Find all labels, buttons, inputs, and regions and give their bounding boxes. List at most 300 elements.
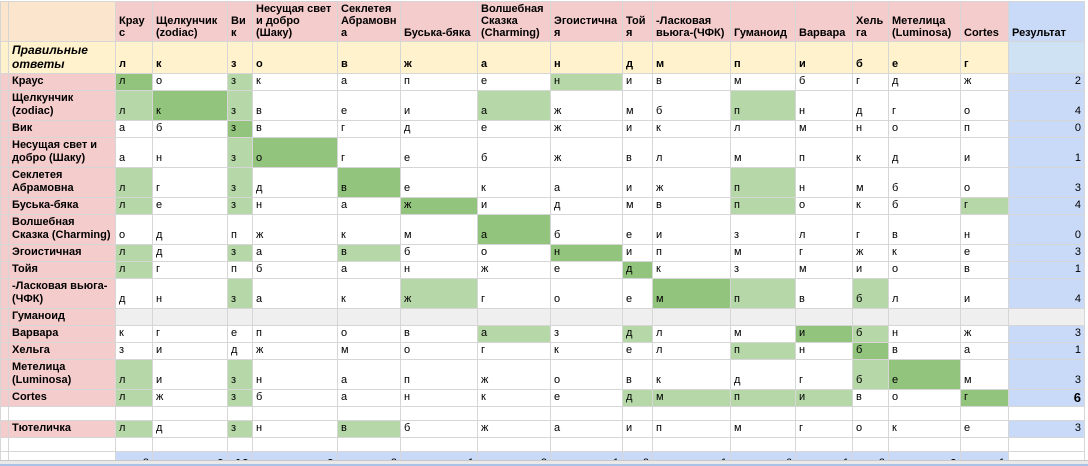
answer-cell[interactable]: з [228, 390, 253, 407]
answer-cell[interactable]: з [228, 198, 253, 215]
answer-cell[interactable] [889, 438, 961, 452]
answer-cell[interactable]: л [116, 168, 153, 198]
answer-cell[interactable]: ж [153, 390, 228, 407]
answer-cell[interactable] [338, 438, 401, 452]
answer-cell[interactable]: л [116, 91, 153, 121]
answer-cell[interactable]: г [889, 91, 961, 121]
correct-answer-cell[interactable]: з [228, 42, 253, 74]
answer-cell[interactable]: з [731, 215, 796, 245]
answer-cell[interactable]: м [731, 245, 796, 262]
row-header[interactable]: Тютеличка [9, 421, 116, 438]
answer-cell[interactable]: з [551, 326, 623, 343]
answer-cell[interactable]: м [731, 74, 796, 91]
answer-cell[interactable]: г [338, 121, 401, 138]
answer-cell[interactable]: б [401, 245, 478, 262]
horizontal-scrollbar-strip[interactable] [0, 460, 1088, 466]
answer-cell[interactable]: з [228, 168, 253, 198]
answer-cell[interactable]: а [338, 390, 401, 407]
row-header[interactable]: Гуманоид [9, 309, 116, 326]
result-cell[interactable]: 4 [1009, 279, 1085, 309]
answer-cell[interactable]: л [116, 245, 153, 262]
answer-cell[interactable]: з [228, 421, 253, 438]
answer-cell[interactable] [401, 309, 478, 326]
row-header[interactable] [9, 407, 116, 421]
answer-cell[interactable]: ж [478, 360, 551, 390]
answer-cell[interactable] [653, 309, 731, 326]
answer-cell[interactable] [551, 309, 623, 326]
answer-cell[interactable]: л [889, 279, 961, 309]
answer-cell[interactable]: м [796, 121, 853, 138]
row-header[interactable]: Щелкунчик (zodiac) [9, 91, 116, 121]
answer-cell[interactable]: м [731, 326, 796, 343]
row-strip-cell[interactable] [1, 138, 9, 168]
answer-cell[interactable]: а [253, 279, 338, 309]
answer-cell[interactable]: в [338, 421, 401, 438]
answer-cell[interactable] [338, 309, 401, 326]
answer-cell[interactable]: б [653, 91, 731, 121]
column-header[interactable]: Краус [116, 2, 153, 42]
answer-cell[interactable]: о [889, 121, 961, 138]
result-cell[interactable]: 3 [1009, 245, 1085, 262]
answer-cell[interactable] [889, 407, 961, 421]
answer-cell[interactable] [623, 309, 653, 326]
answer-cell[interactable] [853, 309, 889, 326]
answer-cell[interactable]: б [551, 215, 623, 245]
answer-cell[interactable]: а [551, 421, 623, 438]
result-cell[interactable]: 0 [1009, 215, 1085, 245]
result-cell[interactable] [1009, 407, 1085, 421]
answer-cell[interactable]: к [116, 326, 153, 343]
answer-cell[interactable]: п [731, 91, 796, 121]
column-header[interactable]: Вик [228, 2, 253, 42]
answer-cell[interactable]: п [731, 168, 796, 198]
answer-cell[interactable]: п [731, 198, 796, 215]
answer-cell[interactable]: б [889, 198, 961, 215]
answer-cell[interactable]: л [116, 262, 153, 279]
answer-cell[interactable]: н [253, 360, 338, 390]
answer-cell[interactable]: а [478, 215, 551, 245]
answer-cell[interactable]: к [889, 421, 961, 438]
answer-cell[interactable]: г [961, 198, 1009, 215]
answer-cell[interactable]: п [228, 262, 253, 279]
answer-cell[interactable]: м [623, 198, 653, 215]
answer-cell[interactable]: д [253, 168, 338, 198]
answer-cell[interactable]: л [731, 121, 796, 138]
answer-cell[interactable]: л [116, 421, 153, 438]
answer-cell[interactable]: а [338, 262, 401, 279]
answer-cell[interactable]: о [116, 215, 153, 245]
result-cell[interactable]: 3 [1009, 326, 1085, 343]
row-strip-cell[interactable] [1, 168, 9, 198]
answer-cell[interactable]: п [228, 215, 253, 245]
answer-cell[interactable]: м [653, 390, 731, 407]
correct-answer-cell[interactable]: д [623, 42, 653, 74]
answer-cell[interactable]: и [623, 421, 653, 438]
answer-cell[interactable]: л [116, 390, 153, 407]
row-strip-cell[interactable] [1, 262, 9, 279]
answer-cell[interactable]: в [853, 390, 889, 407]
answer-cell[interactable]: м [961, 360, 1009, 390]
answer-cell[interactable]: л [116, 74, 153, 91]
answer-cell[interactable] [338, 407, 401, 421]
answer-cell[interactable]: г [478, 279, 551, 309]
column-header[interactable]: Щелкунчик (zodiac) [153, 2, 228, 42]
answer-cell[interactable]: а [338, 198, 401, 215]
row-header[interactable]: Краус [9, 74, 116, 91]
answer-cell[interactable]: п [731, 390, 796, 407]
corner-strip-cell[interactable] [1, 2, 9, 42]
correct-answer-cell[interactable]: в [338, 42, 401, 74]
answer-cell[interactable]: б [853, 279, 889, 309]
row-header[interactable]: Буська-бяка [9, 198, 116, 215]
answer-cell[interactable]: и [478, 198, 551, 215]
answer-cell[interactable]: ж [853, 245, 889, 262]
answer-cell[interactable]: н [253, 198, 338, 215]
row-header[interactable]: Эгоистичная [9, 245, 116, 262]
column-header[interactable]: -Ласковая вьюга-(ЧФК) [653, 2, 731, 42]
answer-cell[interactable]: з [116, 343, 153, 360]
answer-cell[interactable] [153, 407, 228, 421]
result-cell[interactable] [1009, 438, 1085, 452]
answer-cell[interactable]: е [623, 343, 653, 360]
answer-cell[interactable] [116, 438, 153, 452]
answer-cell[interactable]: а [478, 326, 551, 343]
answer-cell[interactable]: ж [478, 421, 551, 438]
answer-cell[interactable]: д [853, 91, 889, 121]
answer-cell[interactable]: в [401, 326, 478, 343]
result-cell[interactable]: 1 [1009, 343, 1085, 360]
answer-cell[interactable]: ж [253, 343, 338, 360]
answer-cell[interactable]: в [653, 198, 731, 215]
column-header[interactable]: Секлетея Абрамовна [338, 2, 401, 42]
row-strip-cell[interactable] [1, 360, 9, 390]
answer-cell[interactable]: з [228, 121, 253, 138]
answer-cell[interactable]: л [653, 138, 731, 168]
answer-cell[interactable] [731, 438, 796, 452]
answer-cell[interactable]: л [653, 343, 731, 360]
answer-cell[interactable] [796, 309, 853, 326]
answer-cell[interactable]: н [551, 245, 623, 262]
row-header[interactable]: Тойя [9, 262, 116, 279]
row-header[interactable]: Несущая свет и добро (Шаку) [9, 138, 116, 168]
answer-cell[interactable]: н [401, 262, 478, 279]
answer-cell[interactable]: е [401, 138, 478, 168]
answer-cell[interactable] [253, 309, 338, 326]
corner-cell[interactable] [9, 2, 116, 42]
answer-cell[interactable]: г [961, 390, 1009, 407]
answer-cell[interactable]: д [153, 215, 228, 245]
answer-cell[interactable]: д [153, 245, 228, 262]
answer-cell[interactable]: о [153, 74, 228, 91]
answer-cell[interactable]: д [228, 343, 253, 360]
answer-cell[interactable] [116, 309, 153, 326]
answer-cell[interactable]: о [401, 343, 478, 360]
answer-cell[interactable]: в [623, 360, 653, 390]
answer-cell[interactable]: б [401, 421, 478, 438]
answer-cell[interactable]: б [253, 262, 338, 279]
answer-cell[interactable]: в [338, 245, 401, 262]
answer-cell[interactable]: а [253, 245, 338, 262]
answer-cell[interactable]: п [401, 360, 478, 390]
answer-cell[interactable]: д [401, 121, 478, 138]
answer-cell[interactable]: а [478, 91, 551, 121]
answer-cell[interactable]: з [228, 74, 253, 91]
answer-cell[interactable] [853, 438, 889, 452]
answer-cell[interactable]: д [623, 390, 653, 407]
answer-cell[interactable]: п [796, 138, 853, 168]
answer-cell[interactable] [253, 438, 338, 452]
answer-cell[interactable]: п [961, 121, 1009, 138]
answer-cell[interactable]: и [623, 121, 653, 138]
answer-cell[interactable]: д [153, 421, 228, 438]
answer-cell[interactable]: н [796, 168, 853, 198]
answer-cell[interactable]: б [253, 390, 338, 407]
answer-cell[interactable]: д [623, 326, 653, 343]
answer-cell[interactable]: д [116, 279, 153, 309]
answer-cell[interactable]: п [731, 279, 796, 309]
result-cell[interactable]: 3 [1009, 168, 1085, 198]
result-cell[interactable]: 4 [1009, 198, 1085, 215]
answer-cell[interactable]: л [116, 198, 153, 215]
answer-cell[interactable]: м [338, 343, 401, 360]
row-header[interactable]: Волшебная Сказка (Charming) [9, 215, 116, 245]
answer-cell[interactable]: о [889, 390, 961, 407]
answer-cell[interactable]: ж [551, 121, 623, 138]
answer-cell[interactable]: д [623, 262, 653, 279]
answer-cell[interactable]: м [796, 262, 853, 279]
answer-cell[interactable] [116, 407, 153, 421]
answer-cell[interactable]: п [731, 343, 796, 360]
correct-answer-cell[interactable]: г [961, 42, 1009, 74]
answer-cell[interactable]: м [401, 215, 478, 245]
answer-cell[interactable]: ж [478, 262, 551, 279]
answer-cell[interactable] [478, 407, 551, 421]
row-header[interactable] [9, 438, 116, 452]
correct-answer-cell[interactable]: ж [401, 42, 478, 74]
answer-cell[interactable]: к [153, 91, 228, 121]
answer-cell[interactable]: в [623, 138, 653, 168]
correct-answer-cell[interactable]: е [889, 42, 961, 74]
row-strip-cell[interactable] [1, 245, 9, 262]
answer-cell[interactable]: а [116, 138, 153, 168]
answer-cell[interactable] [153, 309, 228, 326]
row-strip-cell[interactable] [1, 91, 9, 121]
answer-cell[interactable]: и [623, 245, 653, 262]
column-header[interactable]: Хельга [853, 2, 889, 42]
answer-cell[interactable]: о [889, 262, 961, 279]
row-strip-cell[interactable] [1, 121, 9, 138]
answer-cell[interactable] [623, 407, 653, 421]
correct-answer-cell[interactable]: м [653, 42, 731, 74]
answer-cell[interactable]: г [853, 74, 889, 91]
answer-cell[interactable]: к [653, 121, 731, 138]
answer-cell[interactable] [551, 407, 623, 421]
correct-answer-cell[interactable]: и [796, 42, 853, 74]
answer-cell[interactable]: п [401, 74, 478, 91]
column-header[interactable]: Тойя [623, 2, 653, 42]
answer-cell[interactable]: к [889, 245, 961, 262]
answer-cell[interactable] [731, 407, 796, 421]
answer-cell[interactable]: е [478, 121, 551, 138]
answer-cell[interactable]: м [731, 138, 796, 168]
answer-cell[interactable]: ж [653, 168, 731, 198]
answer-cell[interactable] [478, 309, 551, 326]
row-strip-cell[interactable] [1, 215, 9, 245]
answer-cell[interactable]: б [796, 74, 853, 91]
answer-cell[interactable]: з [228, 360, 253, 390]
answer-cell[interactable]: з [228, 138, 253, 168]
answer-cell[interactable] [228, 309, 253, 326]
answer-cell[interactable]: з [228, 91, 253, 121]
answer-cell[interactable]: а [961, 343, 1009, 360]
answer-cell[interactable]: к [653, 262, 731, 279]
answer-cell[interactable]: о [961, 168, 1009, 198]
column-header[interactable]: Буська-бяка [401, 2, 478, 42]
column-header[interactable]: Волшебная Сказка (Charming) [478, 2, 551, 42]
answer-cell[interactable]: г [796, 421, 853, 438]
answer-cell[interactable]: в [889, 215, 961, 245]
answer-cell[interactable]: е [889, 360, 961, 390]
answer-cell[interactable]: н [551, 74, 623, 91]
correct-answer-cell[interactable]: к [153, 42, 228, 74]
result-cell[interactable]: 2 [1009, 74, 1085, 91]
answer-cell[interactable]: о [551, 360, 623, 390]
answers-row-label[interactable]: Правильные ответы [9, 42, 116, 74]
answer-cell[interactable]: к [853, 138, 889, 168]
answer-cell[interactable]: и [961, 138, 1009, 168]
answer-cell[interactable]: г [153, 168, 228, 198]
answer-cell[interactable]: н [153, 138, 228, 168]
answer-cell[interactable]: п [253, 326, 338, 343]
answer-cell[interactable]: ж [961, 74, 1009, 91]
answer-cell[interactable]: о [253, 138, 338, 168]
column-header[interactable]: Несущая свет и добро (Шаку) [253, 2, 338, 42]
answer-cell[interactable] [253, 407, 338, 421]
answer-cell[interactable]: б [853, 326, 889, 343]
answer-cell[interactable]: г [338, 138, 401, 168]
answer-cell[interactable]: в [338, 168, 401, 198]
row-strip-cell[interactable] [1, 74, 9, 91]
answer-cell[interactable]: н [796, 91, 853, 121]
result-cell[interactable]: 4 [1009, 91, 1085, 121]
correct-answer-cell[interactable]: б [853, 42, 889, 74]
row-header[interactable]: Варвара [9, 326, 116, 343]
answer-cell[interactable]: и [623, 168, 653, 198]
answer-cell[interactable]: г [478, 343, 551, 360]
column-header[interactable]: Эгоистичная [551, 2, 623, 42]
answers-result-cell[interactable] [1009, 42, 1085, 74]
answer-cell[interactable]: л [796, 215, 853, 245]
result-cell[interactable]: 1 [1009, 262, 1085, 279]
row-strip-cell[interactable] [1, 309, 9, 326]
answer-cell[interactable]: в [796, 279, 853, 309]
answer-cell[interactable]: е [228, 326, 253, 343]
answer-cell[interactable]: ж [253, 215, 338, 245]
row-header[interactable]: -Ласковая вьюга-(ЧФК) [9, 279, 116, 309]
answer-cell[interactable]: н [153, 279, 228, 309]
answer-cell[interactable]: м [653, 279, 731, 309]
answer-cell[interactable]: е [478, 74, 551, 91]
answer-cell[interactable]: н [796, 343, 853, 360]
correct-answer-cell[interactable]: л [116, 42, 153, 74]
answer-cell[interactable] [401, 407, 478, 421]
answer-cell[interactable]: е [623, 279, 653, 309]
answer-cell[interactable]: е [551, 390, 623, 407]
answer-cell[interactable]: е [551, 262, 623, 279]
answer-cell[interactable] [653, 438, 731, 452]
correct-answer-cell[interactable]: а [478, 42, 551, 74]
answer-cell[interactable]: о [478, 245, 551, 262]
result-column-header[interactable]: Результат [1009, 2, 1085, 42]
answer-cell[interactable]: г [153, 326, 228, 343]
answer-cell[interactable]: о [338, 326, 401, 343]
answer-cell[interactable] [853, 407, 889, 421]
answer-cell[interactable]: к [478, 390, 551, 407]
answer-cell[interactable]: ж [401, 279, 478, 309]
answer-cell[interactable]: в [253, 121, 338, 138]
answer-cell[interactable]: и [623, 74, 653, 91]
answer-cell[interactable]: и [961, 279, 1009, 309]
answer-cell[interactable]: н [401, 390, 478, 407]
answer-cell[interactable]: л [116, 360, 153, 390]
answer-cell[interactable]: ж [961, 326, 1009, 343]
answer-cell[interactable]: б [853, 343, 889, 360]
answer-cell[interactable]: к [338, 215, 401, 245]
answer-cell[interactable]: о [551, 279, 623, 309]
answer-cell[interactable]: м [623, 91, 653, 121]
answer-cell[interactable]: п [653, 245, 731, 262]
answer-cell[interactable] [961, 309, 1009, 326]
answer-cell[interactable]: в [653, 74, 731, 91]
answer-cell[interactable]: к [551, 343, 623, 360]
answer-cell[interactable]: н [253, 421, 338, 438]
answer-cell[interactable] [623, 438, 653, 452]
row-strip-cell[interactable] [1, 279, 9, 309]
answer-cell[interactable] [153, 438, 228, 452]
answer-cell[interactable] [551, 438, 623, 452]
answer-cell[interactable]: и [153, 360, 228, 390]
answer-cell[interactable]: в [961, 262, 1009, 279]
answer-cell[interactable]: е [961, 421, 1009, 438]
answer-cell[interactable]: г [796, 360, 853, 390]
answer-cell[interactable]: н [889, 326, 961, 343]
row-header[interactable]: Вик [9, 121, 116, 138]
answer-cell[interactable] [478, 438, 551, 452]
answer-cell[interactable]: з [228, 279, 253, 309]
row-strip-cell[interactable] [1, 407, 9, 421]
answer-cell[interactable] [228, 407, 253, 421]
answer-cell[interactable]: в [253, 91, 338, 121]
column-header[interactable]: Гуманоид [731, 2, 796, 42]
answer-cell[interactable]: и [653, 215, 731, 245]
answer-cell[interactable]: н [853, 121, 889, 138]
answer-cell[interactable]: ж [401, 198, 478, 215]
answer-cell[interactable]: з [731, 262, 796, 279]
answer-cell[interactable]: н [961, 215, 1009, 245]
row-header[interactable]: Cortes [9, 390, 116, 407]
correct-answer-cell[interactable]: н [551, 42, 623, 74]
answer-cell[interactable]: д [551, 198, 623, 215]
answer-cell[interactable]: и [796, 326, 853, 343]
answer-cell[interactable]: и [796, 390, 853, 407]
row-strip-cell[interactable] [1, 343, 9, 360]
answer-cell[interactable]: е [623, 215, 653, 245]
row-strip-cell[interactable] [1, 390, 9, 407]
answer-cell[interactable]: з [228, 245, 253, 262]
answer-cell[interactable] [796, 438, 853, 452]
answer-cell[interactable]: д [889, 138, 961, 168]
answer-cell[interactable]: е [401, 168, 478, 198]
